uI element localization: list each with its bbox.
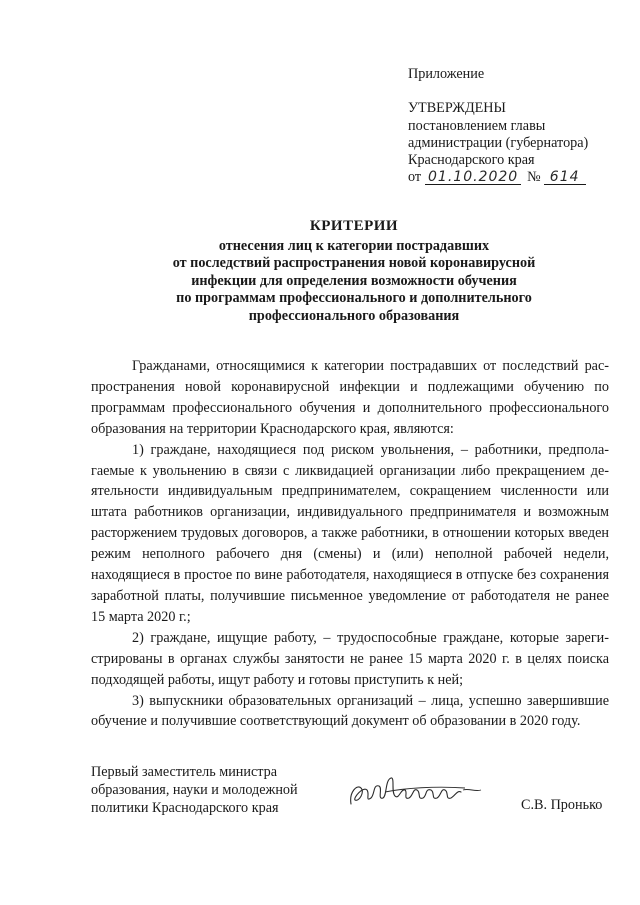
title-main: КРИТЕРИИ — [309, 218, 399, 234]
signer-position-line: образования, науки и молодежной — [91, 782, 298, 799]
signer-position-line: Первый заместитель министра — [91, 764, 278, 780]
signer-name: С.В. Пронько — [521, 797, 603, 813]
title-line: от последствий распространения новой коронавирусной — [172, 255, 536, 272]
body-paragraph: 3) выпускники образовательных организаций – лица, успешно завершившие обучение и получившие соответствующий документ об образовании в 2020 году. — [91, 692, 609, 730]
date-prefix: от — [408, 169, 422, 186]
approval-line: администрации (губернатора) — [408, 134, 589, 151]
approval-block — [408, 66, 633, 187]
title-line: профессионального образования — [248, 307, 460, 324]
title-line: отнесения лиц к категории пострадавших — [218, 237, 490, 254]
approval-number: 614 — [544, 170, 586, 185]
body-paragraph: 2) граждане, ищущие работу, – трудоспособные граждане, которые зарегистрированы в органах службы занятости не ранее 15 марта 2020 г. в целях поиска подходящей работы, ищут работу и готовы приступить к ней; — [91, 629, 609, 688]
approval-date: 01.10.2020 — [425, 170, 521, 185]
signer-position — [91, 763, 331, 818]
approved-label: УТВЕРЖДЕНЫ — [408, 100, 506, 117]
number-sign: № — [527, 169, 541, 186]
approval-line: постановлением главы — [408, 117, 546, 134]
title-line: по программам профессионального и дополнительного — [176, 290, 532, 307]
appendix-label: Приложение — [408, 66, 485, 82]
handwritten-signature — [345, 770, 495, 814]
document-title — [80, 218, 628, 326]
body-paragraph: Гражданами, относящимися к категории пострадавших от последствий распространения новой коронавирусной инфекции и подлежащими обучению по программам профессионального обучения и дополнительного профессионального образования на территории Краснодарского края, являются: — [91, 358, 609, 437]
body-paragraph: 1) граждане, находящиеся под риском увольнения, – работники, предполагаемые к увольнению в связи с ликвидацией организации либо прекращением деятельности индивидуальным предпринимателем, сокращением численности или штата работников организации, индивидуального предпринимателя и возможным расторжением трудовых договоров, а также работники, в отношении которых введен режим неполного рабочего дня (смены) и (или) неполной рабочей недели, находящиеся в простое по вине работодателя, находящиеся в отпуске без сохранения заработной платы, получившие письменное уведомление от работодателя не ранее 15 марта 2020 г.; — [91, 441, 609, 625]
approval-line: Краснодарского края — [408, 152, 535, 169]
approval-date-line — [408, 169, 633, 186]
document-body — [91, 356, 609, 732]
signer-position-line: политики Краснодарского края — [91, 800, 279, 817]
title-line: инфекции для определения возможности обучения — [191, 272, 517, 289]
